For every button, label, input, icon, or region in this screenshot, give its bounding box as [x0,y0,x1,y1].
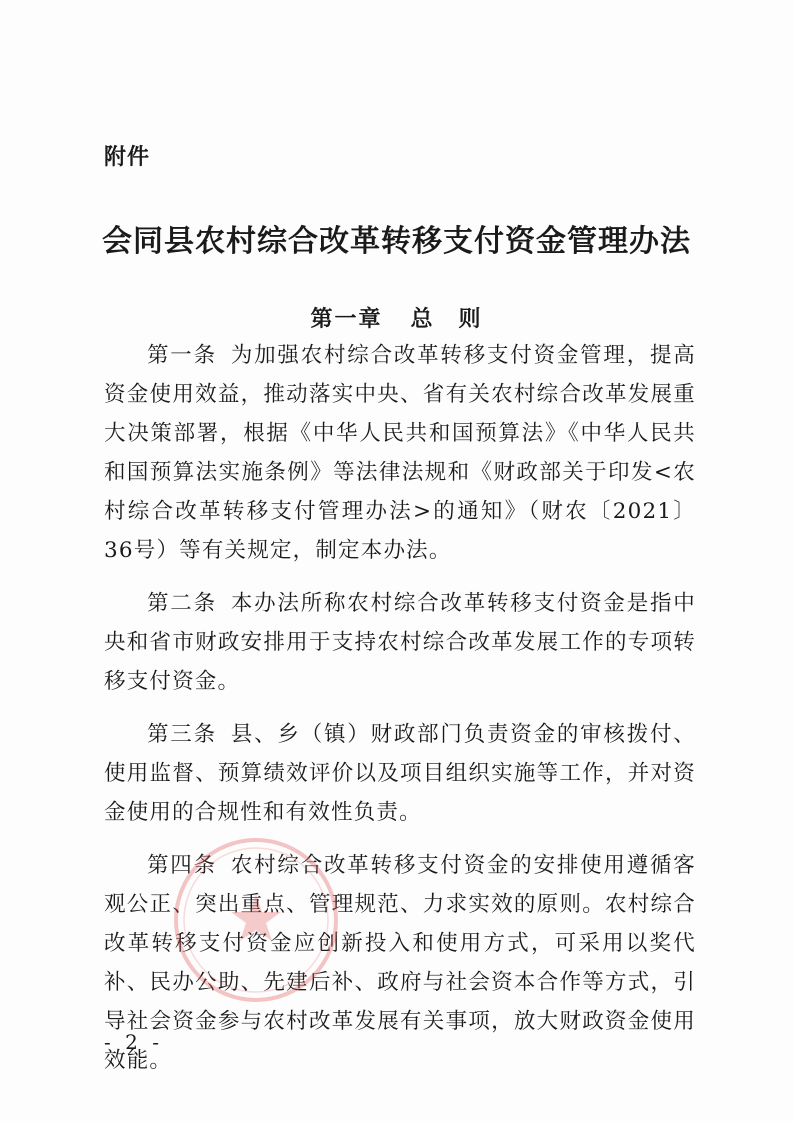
article-text: 本办法所称农村综合改革转移支付资金是指中央和省市财政安排用于支持农村综合改革发展工作的专项转移支付资金。 [104,591,696,694]
article-text: 为加强农村综合改革转移支付资金管理，提高资金使用效益，推动落实中央、省有关农村综合改革发展重大决策部署，根据《中华人民共和国预算法》《中华人民共和国预算法实施条例》等法律法规和《财政部关于印发<农村综合改革转移支付管理办法>的通知》（财农〔2021〕36号）等有关规定，制定本办法。 [104,343,696,563]
article-1 [104,336,696,570]
article-number: 第一条 [147,343,217,368]
attachment-label: 附件 [104,145,151,170]
page-number: - 2 - [104,1030,163,1054]
article-text: 农村综合改革转移支付资金的安排使用遵循客观公正、突出重点、管理规范、力求实效的原则。农村综合改革转移支付资金应创新投入和使用方式，可采用以奖代补、民办公助、先建后补、政府与社会资本合作等方式，引导社会资金参与农村改革发展有关事项，放大财政资金使用效能。 [104,853,696,1073]
chapter-heading [0,302,793,333]
article-number: 第二条 [147,591,217,616]
chapter-number: 第一章 [310,307,383,332]
chapter-name: 总 则 [410,307,483,332]
article-text: 县、乡（镇）财政部门负责资金的审核拨付、使用监督、预算绩效评价以及项目组织实施等工作，并对资金使用的合规性和有效性负责。 [104,722,696,825]
article-number: 第四条 [147,853,217,878]
official-seal-icon [168,832,344,1008]
article-3 [104,715,696,832]
article-number: 第三条 [147,722,217,747]
document-title: 会同县农村综合改革转移支付资金管理办法 [102,224,691,259]
article-2 [104,584,696,701]
